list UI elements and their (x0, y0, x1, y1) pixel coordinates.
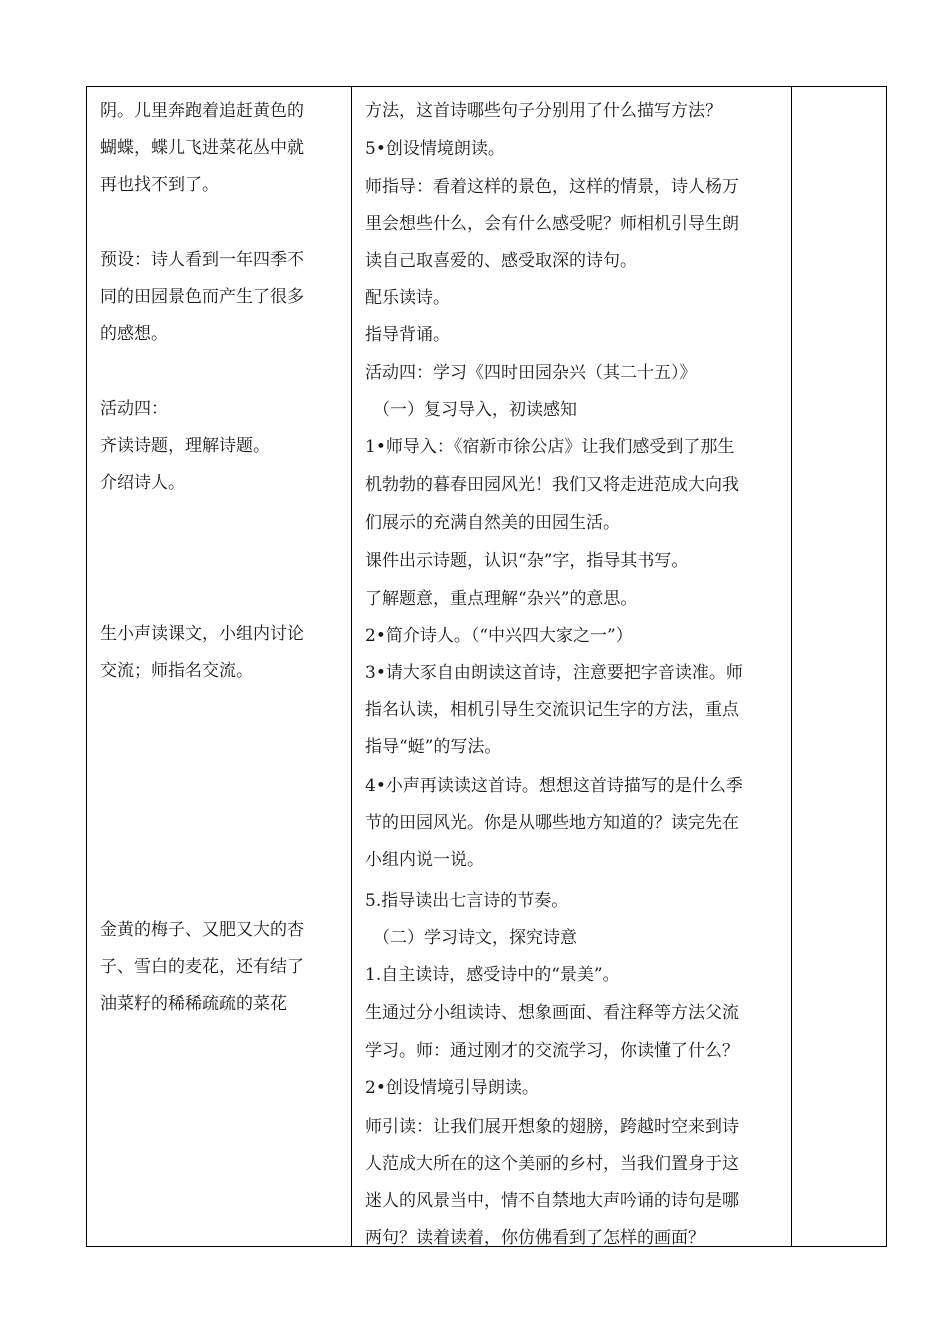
text-line: 方法，这首诗哪些句子分别用了什么描写方法？ (365, 101, 722, 121)
text-line: 师指导：看着这样的景色，这样的情景，诗人杨万 (365, 177, 739, 197)
text-line: 同的田园景色而产生了很多 (100, 287, 304, 307)
text-line: 3•请大豕自由朗读这首诗，注意要把字音读准。师 (365, 663, 743, 683)
text-line: 小组内说一说。 (365, 850, 484, 870)
text-line: 里会想些什么，会有什么感受呢？师相机引导生朗 (365, 214, 739, 234)
text-line: 1•师导入：《宿新市徐公店》让我们感受到了那生 (365, 437, 735, 457)
text-line: 配乐读诗。 (365, 288, 450, 308)
text-line: 2•创设情境引导朗读。 (365, 1078, 539, 1098)
text-line: 师引读：让我们展开想象的翅膀，跨越时空来到诗 (365, 1117, 739, 1137)
text-line: 的感想。 (100, 324, 168, 344)
text-line: 2•简介诗人。（“中兴四大家之一”） (365, 626, 633, 646)
text-line: 课件出示诗题，认识“杂”字，指导其书写。 (365, 551, 689, 571)
text-line: 读自己取喜爱的、感受取深的诗句。 (365, 251, 637, 271)
text-line: 油菜籽的稀稀疏疏的菜花 (100, 994, 287, 1014)
text-line: 指名认读，相机引导生交流识记生字的方法，重点 (365, 700, 739, 720)
column-divider (791, 87, 792, 1246)
text-line: 节的田园风光。你是从哪些地方知道的？读完先在 (365, 813, 739, 833)
text-line: 5.指导读出七言诗的节奏。 (365, 891, 569, 911)
text-line: 学习。师：通过刚才的交流学习，你读懂了什么？ (365, 1041, 739, 1061)
text-line: （二）学习诗文，探究诗意 (373, 928, 577, 948)
text-line: 介绍诗人。 (100, 473, 185, 493)
text-line: 活动四： (100, 399, 168, 419)
column-divider (351, 87, 352, 1246)
text-line: 生通过分小组读诗、想象画面、看注释等方法父流 (365, 1003, 739, 1023)
text-line: 齐读诗题，理解诗题。 (100, 436, 270, 456)
text-line: 了解题意，重点理解“杂兴”的意思。 (365, 589, 638, 609)
text-line: 指导“蜓”的写法。 (365, 737, 502, 757)
text-line: 阴。儿里奔跑着追赶黄色的 (100, 101, 304, 121)
text-line: 活动四：学习《四时田园杂兴（其二十五）》 (365, 363, 697, 383)
text-line: 交流；师指名交流。 (100, 661, 253, 681)
text-line: 1.自主读诗，感受诗中的“景美”。 (365, 965, 620, 985)
text-line: 迷人的风景当中，情不自禁地大声吟诵的诗句是哪 (365, 1191, 739, 1211)
text-line: 蝴蝶，蝶儿飞进菜花丛中就 (100, 138, 304, 158)
text-line: 再也找不到了。 (100, 175, 219, 195)
text-line: 指导背诵。 (365, 325, 450, 345)
text-line: 4•小声再读读这首诗。想想这首诗描写的是什么季 (365, 776, 743, 796)
text-line: 人范成大所在的这个美丽的乡村，当我们置身于这 (365, 1154, 739, 1174)
text-line: 生小声读课文，小组内讨论 (100, 624, 304, 644)
lesson-plan-table (86, 86, 887, 1247)
text-line: 们展示的充满自然美的田园生活。 (365, 513, 620, 533)
text-line: 5•创设情境朗读。 (365, 139, 505, 159)
text-line: （一）复习导入，初读感知 (373, 400, 577, 420)
text-line: 两句？读着读着，你仿佛看到了怎样的画面？ (365, 1228, 705, 1246)
text-line: 子、雪白的麦花，还有结了 (100, 957, 304, 977)
text-line: 金黄的梅子、又肥又大的杏 (100, 920, 304, 940)
text-line: 预设：诗人看到一年四季不 (100, 250, 304, 270)
text-line: 机勃勃的暮春田园风光！我们又将走进范成大向我 (365, 475, 739, 495)
